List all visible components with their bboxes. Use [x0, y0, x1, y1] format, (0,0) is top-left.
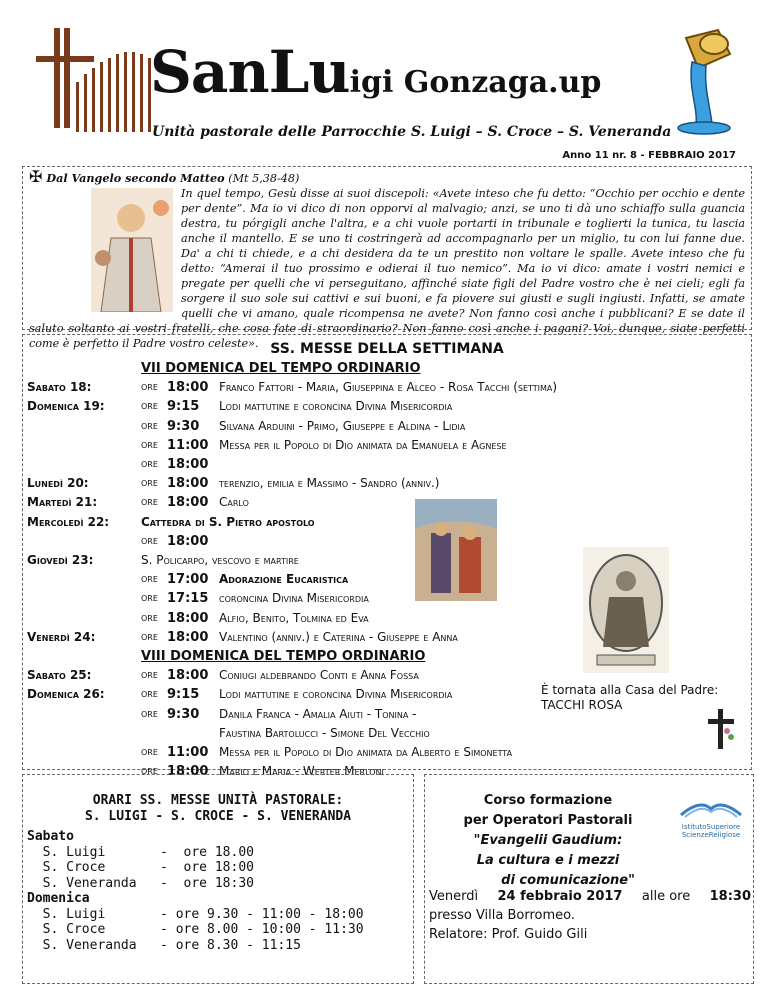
mass-description: Silvana Arduini - Primo, Giuseppe e Aldina - Lidia	[219, 418, 466, 433]
mass-description: Franco Fattori - Maria, Giuseppina e Alceo - Rosa Tacchi (settima)	[219, 380, 558, 395]
course-speaker: Relatore: Prof. Guido Gili	[429, 927, 588, 942]
title-small: igi Gonzaga.up	[349, 65, 602, 100]
ore-label: ore	[141, 380, 158, 394]
ore-label: ore	[141, 572, 158, 586]
ore-label: ore	[141, 476, 158, 490]
gospel-source: Dal Vangelo secondo Matteo	[46, 171, 225, 185]
unit-day-heading: Domenica	[27, 891, 90, 906]
mass-row	[23, 419, 751, 439]
mass-row	[23, 380, 751, 400]
ore-label: ore	[141, 418, 158, 432]
ore-label: ore	[141, 764, 158, 778]
mass-description: Mario e Maria - Werter Merloni	[219, 764, 384, 779]
unit-church-time: S. Luigi - ore 18.00	[27, 844, 254, 860]
ore-label: ore	[141, 399, 158, 413]
course-line2: per Operatori Pastorali	[463, 813, 633, 828]
issue-number: Anno 11 nr. 8 - FEBBRAIO 2017	[562, 150, 736, 161]
notice-line2: TACCHI ROSA	[541, 698, 623, 712]
mass-day: Venerdì 24:	[27, 629, 96, 644]
mass-row	[23, 726, 751, 746]
ore-label: ore	[141, 533, 158, 547]
ore-label: ore	[141, 668, 158, 682]
gospel-reference: (Mt 5,38-48)	[228, 172, 300, 185]
mass-time: 18:00	[167, 629, 209, 645]
mass-description: Valentino (anniv.) e Caterina - Giuseppe e Anna	[219, 629, 458, 644]
unit-church-time: S. Veneranda - ore 8.30 - 11:15	[27, 937, 301, 953]
course-line4: La cultura e i mezzi	[476, 853, 620, 868]
ore-label: ore	[141, 591, 158, 605]
ore-label: ore	[141, 745, 158, 758]
mass-row	[23, 438, 751, 458]
mass-time: 11:00	[167, 745, 209, 760]
course-box	[424, 774, 754, 984]
title-big: SanLu	[150, 38, 350, 106]
unit-church-time: S. Veneranda - ore 18:30	[27, 875, 254, 891]
mass-time: 18:00	[167, 476, 209, 492]
issr-text2: ScienzeReligiose	[681, 831, 741, 839]
mass-time: 18:00	[167, 495, 209, 511]
mass-time: 18:00	[167, 457, 209, 472]
mass-time: 18:00	[167, 610, 209, 626]
mass-time: 18:00	[167, 533, 209, 549]
mass-day: Martedì 21:	[27, 495, 98, 510]
book-logo-icon	[675, 797, 747, 819]
unit-church-time: S. Luigi - ore 9.30 - 11:00 - 18:00	[27, 906, 364, 922]
ore-label: ore	[141, 706, 158, 720]
mass-time: 11:00	[167, 437, 209, 453]
mass-description: Cattedra di S. Pietro apostolo	[141, 514, 315, 529]
mass-row	[23, 361, 751, 381]
mass-day: Sabato 18:	[27, 380, 92, 395]
death-notice	[541, 683, 718, 713]
mass-time: 18:00	[167, 764, 209, 780]
saint-peter-painting-icon	[415, 499, 497, 601]
unit-title-line2: S. LUIGI - S. CROCE - S. VENERANDA	[84, 809, 352, 824]
masses-box	[22, 334, 752, 780]
mass-description: terenzio, emilia e Massimo - Sandro (anniv.)	[219, 476, 440, 491]
ore-label: ore	[141, 495, 158, 509]
mass-time: 18:00	[167, 668, 209, 684]
course-line3: "Evangelii Gaudium:	[473, 833, 623, 848]
jesus-illustration-icon	[91, 188, 173, 312]
mass-time: 9:30	[167, 706, 200, 722]
unit-church-time: S. Croce - ore 8.00 - 10:00 - 11:30	[27, 922, 364, 937]
mass-description: Coniugi aldebrando Conti e Anna Fossa	[219, 668, 419, 683]
unit-church-time: S. Croce - ore 18:00	[27, 860, 254, 875]
mass-time: 17:00	[167, 572, 209, 588]
mass-description: S. Policarpo, vescovo e martire	[141, 553, 299, 567]
mass-day: Lunedì 20:	[27, 476, 89, 491]
cross-icon: ✠	[29, 167, 43, 186]
mass-day: Domenica 26:	[27, 687, 105, 702]
mass-row	[23, 495, 751, 515]
ore-label: ore	[141, 687, 158, 701]
sunday-heading: VII DOMENICA DEL TEMPO ORDINARIO	[141, 361, 421, 376]
mass-description: Lodi mattutine e coroncina Divina Misericordia	[219, 687, 453, 702]
mass-day: Sabato 25:	[27, 668, 92, 683]
sunday-heading: VIII DOMENICA DEL TEMPO ORDINARIO	[141, 649, 426, 664]
water-jug-icon	[668, 28, 738, 138]
course-line5: di comunicazione"	[501, 873, 635, 888]
mass-description: Faustina Bartolucci - Simone Del Vecchio	[219, 725, 430, 740]
mass-description: Alfio, Benito, Tolmina ed Eva	[219, 610, 369, 625]
course-time: 18:30	[709, 889, 751, 904]
ore-label: ore	[141, 437, 158, 451]
masthead	[150, 38, 690, 118]
ore-label: ore	[141, 610, 158, 624]
ore-label: ore	[141, 457, 158, 470]
masses-title: SS. MESSE DELLA SETTIMANA	[270, 341, 504, 357]
mass-row	[23, 476, 751, 496]
mass-row	[23, 457, 751, 477]
mass-row	[23, 745, 751, 765]
mass-time: 9:30	[167, 418, 200, 434]
date-prefix: Venerdì	[429, 889, 479, 904]
unit-day-heading: Sabato	[27, 829, 74, 844]
mass-time: 18:00	[167, 380, 209, 396]
mass-day: Mercoledì 22:	[27, 514, 110, 529]
course-info	[429, 887, 751, 944]
course-date-line	[429, 887, 751, 906]
mass-time: 17:15	[167, 591, 209, 607]
mass-description: Danila Franca - Amalia Aiuti - Tonina -	[219, 706, 417, 721]
gospel-heading	[29, 169, 745, 186]
time-prefix: alle ore	[641, 889, 691, 904]
parish-logo-icon	[28, 22, 156, 140]
mass-description: Adorazione Eucaristica	[219, 572, 349, 587]
gospel-text: In quel tempo, Gesù disse ai suoi discepoli: «Avete inteso che fu detto: “Occhio per occhio e dente per dente”. Ma io vi dico di non opporvi al malvagio; anzi, se uno ti dà uno schiaffo sulla guancia destra, tu pórgigli anche l'altra, e a chi vuole portarti in tribunale e toglierti la tunica, tu lascia anche il mantello. E se uno ti costringerà ad accompagnarlo per un miglio, tu con lui fanne due. Da' a chi ti chiede, e a chi desidera da te un prestito non voltare le spalle. Avete inteso che fu detto: “Amerai il tuo prossimo e odierai il tuo nemico”. Ma io vi dico: amate i vostri nemici e pregate per quelli che vi perseguitano, affinché siate figli del Padre vostro che è nei cieli; egli fa sorgere il suo sole sui cattivi e sui buoni, e fa piovere sui giusti e sugli ingiusti. Infatti, se amate quelli che vi amano, quale ricompensa ne avete? Non fanno così anche i pubblicani? E se date il saluto soltanto ai vostri fratelli, che cosa fate di straordinario? Non fanno così anche i pagani? Voi, dunque, siate perfetti come è perfetto il Padre vostro celeste».	[29, 187, 745, 350]
mass-day: Giovedì 23:	[27, 553, 94, 567]
mass-description: Lodi mattutine e coroncina Divina Misericordia	[219, 399, 453, 414]
mass-description: Carlo	[219, 495, 249, 510]
ore-label: ore	[141, 629, 158, 643]
mass-row	[23, 515, 751, 535]
mass-time: 9:15	[167, 687, 200, 703]
notice-line1: È tornata alla Casa del Padre:	[541, 683, 719, 697]
saint-polycarp-engraving-icon	[583, 547, 669, 673]
course-place: presso Villa Borromeo.	[429, 908, 576, 923]
subtitle: Unità pastorale delle Parrocchie S. Luigi – S. Croce – S. Veneranda	[152, 124, 672, 140]
issr-text1: IstitutoSuperiore	[681, 823, 741, 831]
mass-day: Domenica 19:	[27, 399, 105, 414]
course-date: 24 febbraio 2017	[497, 889, 623, 904]
unit-mass-times-box	[22, 774, 414, 984]
course-line1: Corso formazione	[483, 793, 613, 808]
mass-description: Messa per il Popolo di Dio animata da Emanuela e Agnese	[219, 437, 507, 452]
course-title	[435, 791, 661, 891]
unit-title-line1: ORARI SS. MESSE UNITÀ PASTORALE:	[92, 793, 344, 808]
mass-row	[23, 399, 751, 419]
mass-time: 9:15	[167, 399, 200, 415]
unit-title	[23, 793, 413, 825]
unit-times-list	[27, 829, 364, 953]
cross-with-flowers-icon	[703, 707, 739, 751]
mass-description: Messa per il Popolo di Dio animata da Alberto e Simonetta	[219, 745, 513, 759]
mass-description: coroncina Divina Misericordia	[219, 591, 369, 606]
issr-logo	[675, 797, 747, 837]
